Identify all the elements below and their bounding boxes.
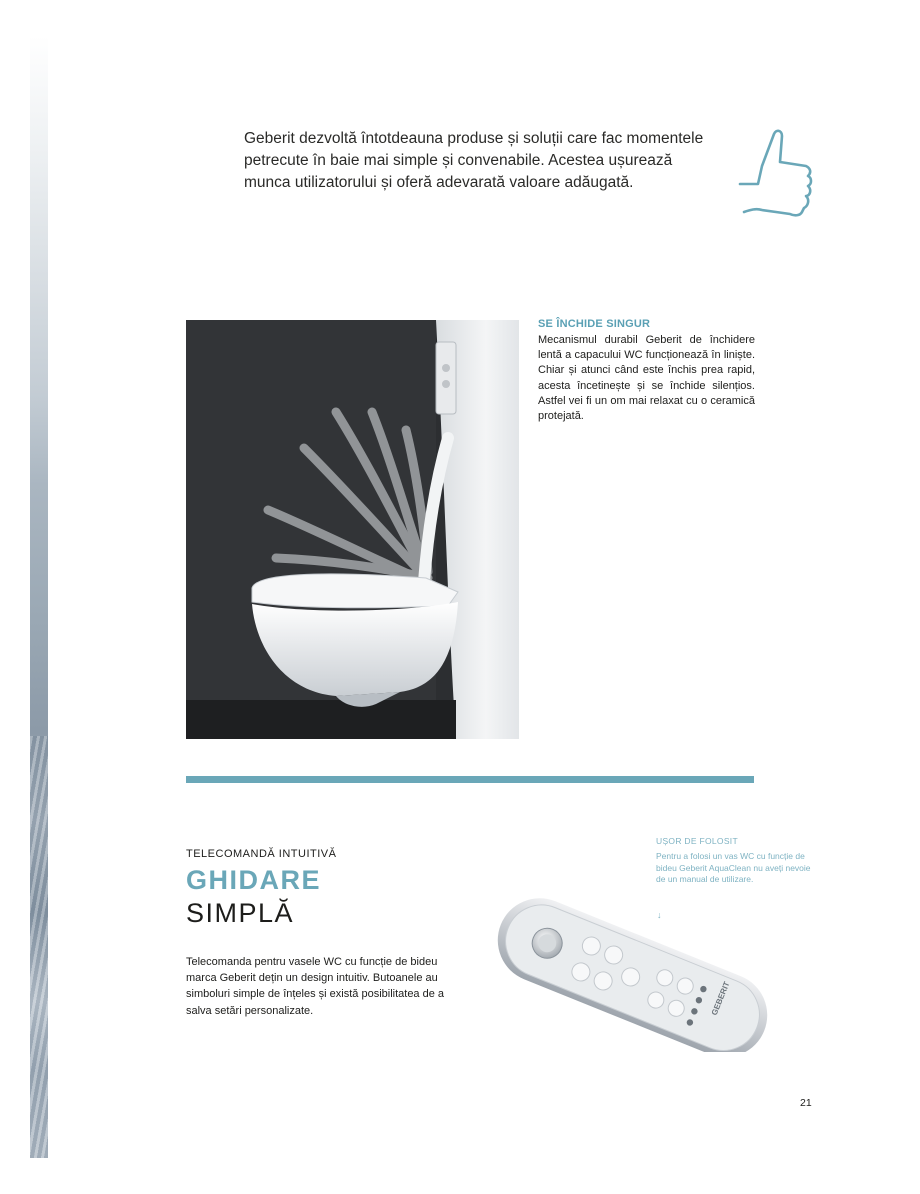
note-title: UȘOR DE FOLOSIT — [656, 836, 738, 846]
page-number: 21 — [800, 1097, 812, 1109]
section-body-self-closing: Mecanismul durabil Geberit de închidere lentă a capacului WC funcționează în liniște. Chiar și atunci când este închis prea rapid, acesta încetinește și se închide silențios. Astfel vei fi un om mai relaxat cu o ceramică protejată. — [538, 334, 755, 423]
decorative-side-strip — [30, 36, 48, 1158]
note-body: Pentru a folosi un vas WC cu funcție de bideu Geberit AquaClean nu aveți nevoie de un manual de utilizare. — [656, 851, 811, 884]
thumbs-up-icon — [736, 126, 816, 222]
section-title-self-closing: SE ÎNCHIDE SINGUR — [538, 318, 651, 330]
remote-control-image — [494, 896, 774, 1052]
svg-text:GEBERIT: GEBERIT — [709, 980, 732, 1017]
intro-paragraph: Geberit dezvoltă întotdeauna produse și soluții care fac momentele petrecute în baie mai simple și convenabile. Acestea ușurează munca utilizatorului și oferă adevarată valoare adăugată. — [244, 130, 704, 191]
section-body-remote: Telecomanda pentru vasele WC cu funcție de bideu marca Geberit dețin un design intuitiv. Butoanele au simboluri simple de înțeles și există posibilitatea de a salva setări personalizate. — [186, 956, 445, 1017]
headline-main: SIMPLĂ — [186, 898, 295, 928]
arrow-down-icon: ↓ — [657, 910, 662, 920]
headline-accent: GHIDARE — [186, 865, 322, 895]
section-divider — [186, 776, 754, 783]
wc-seat-closing-photo — [186, 320, 519, 739]
section-kicker: TELECOMANDĂ INTUITIVĂ — [186, 848, 337, 860]
